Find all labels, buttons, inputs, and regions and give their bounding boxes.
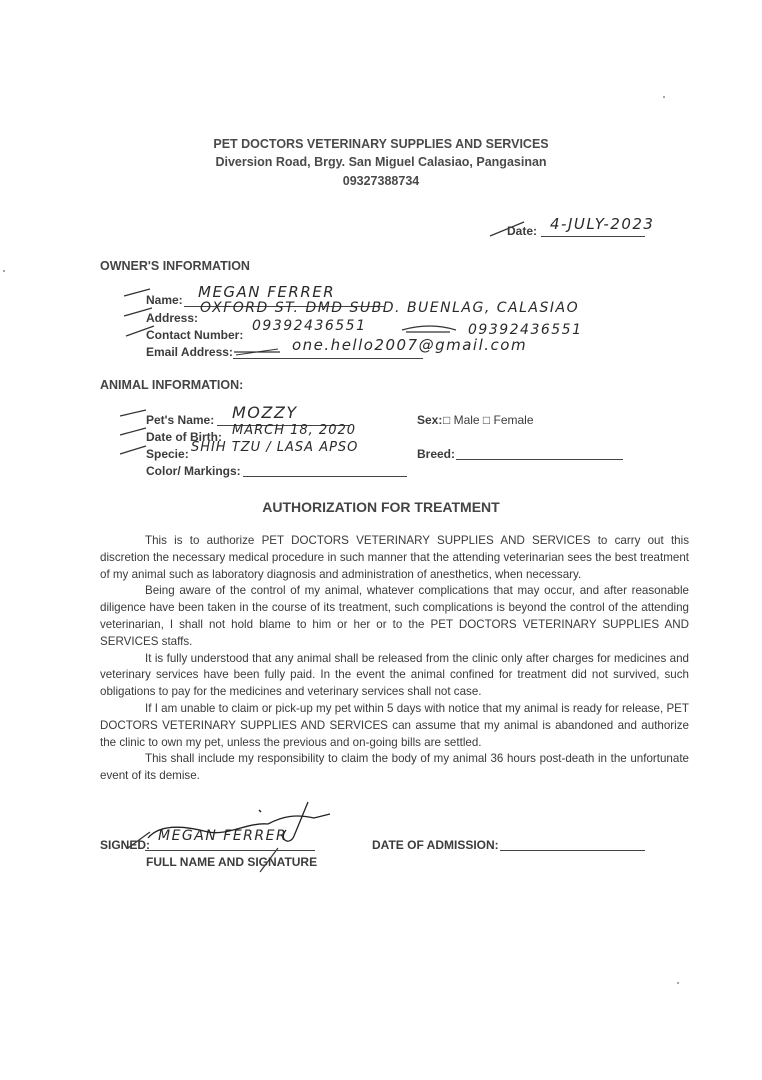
pet-name-label: Pet's Name: — [146, 413, 215, 427]
date-line — [541, 236, 645, 237]
owner-email-label: Email Address: — [146, 345, 233, 359]
authorization-paragraph: This shall include my responsibility to claim the body of my animal 36 hours post-death in the unfortunate event of its demise. — [100, 752, 689, 783]
scan-speck — [677, 982, 679, 984]
admission-line — [500, 850, 645, 851]
pet-name-value: MOZZY — [232, 403, 298, 422]
owner-address-label: Address: — [146, 311, 199, 325]
authorization-paragraph: Being aware of the control of my animal, whatever complications that may occur, and after reasonable diligence have been taken in the course of its treatment, such complications is beyond the control of the attending veterinarian, I shall not hold blame to him or her or to the PET DOCTORS VETERINARY SUPPLIES AND SERVICES staffs. — [100, 584, 689, 648]
owner-email-value: one.hello2007@gmail.com — [292, 336, 528, 354]
owner-contact-value: 09392436551 — [252, 318, 367, 334]
signed-value: MEGAN FERRER — [158, 828, 288, 844]
breed-line — [456, 459, 623, 460]
animal-section-title: ANIMAL INFORMATION: — [100, 378, 244, 392]
signed-label: SIGNED: — [100, 838, 151, 852]
color-line — [243, 476, 407, 477]
species-value: SHIH TZU / LASA APSO — [191, 440, 359, 455]
signature-caption: FULL NAME AND SIGNATURE — [146, 855, 318, 869]
breed-label: Breed: — [417, 447, 456, 461]
authorization-paragraph: It is fully understood that any animal shall be released from the clinic only after charges for medicines and veterinary services have been fully paid. In the event the animal confined for treatment did not survived, such obligations to pay for the medicines and veterinary services shall not case. — [100, 651, 689, 699]
owner-email-line — [233, 358, 423, 359]
date-value: 4-JULY-2023 — [550, 215, 655, 233]
authorization-body — [100, 533, 689, 785]
scan-speck — [3, 270, 5, 272]
company-phone: 09327388734 — [342, 174, 420, 188]
owner-name-label: Name: — [146, 293, 183, 307]
owner-section-title: OWNER'S INFORMATION — [100, 259, 250, 273]
owner-contact-label: Contact Number: — [146, 328, 244, 342]
owner-contact-value-2: 09392436551 — [468, 322, 583, 338]
signature-line — [145, 850, 315, 851]
authorization-paragraph: This is to authorize PET DOCTORS VETERINARY SUPPLIES AND SERVICES to carry out this discretion the necessary medical procedure in such manner that the attending veterinarian sees the best treatment of my animal such as laboratory diagnosis and administration of anesthetics, when necessary. — [100, 534, 689, 581]
dob-label: Date of Birth: — [146, 430, 222, 444]
scan-speck — [663, 96, 665, 98]
authorization-title: AUTHORIZATION FOR TREATMENT — [262, 499, 500, 515]
dob-value: MARCH 18, 2020 — [232, 423, 357, 438]
date-label: Date: — [507, 224, 538, 238]
species-label: Specie: — [146, 447, 189, 461]
owner-name-value: MEGAN FERRER — [198, 283, 336, 301]
company-address: Diversion Road, Brgy. San Miguel Calasiao, Pangasinan — [215, 155, 547, 169]
sex-options: □ Male □ Female — [443, 413, 534, 427]
owner-address-value: OXFORD ST. DMD SUBD. BUENLAG, CALASIAO — [200, 300, 580, 316]
color-label: Color/ Markings: — [146, 464, 241, 478]
sex-label: Sex: — [417, 413, 443, 427]
authorization-paragraph: If I am unable to claim or pick-up my pet within 5 days with notice that my animal is ready for release, PET DOCTORS VETERINARY SUPPLIES AND SERVICES can assume that my animal is abandoned and authorize the clinic to own my pet, unless the previous and on-going bills are settled. — [100, 701, 689, 749]
company-name: PET DOCTORS VETERINARY SUPPLIES AND SERVICES — [213, 137, 549, 151]
admission-label: DATE OF ADMISSION: — [372, 838, 499, 852]
